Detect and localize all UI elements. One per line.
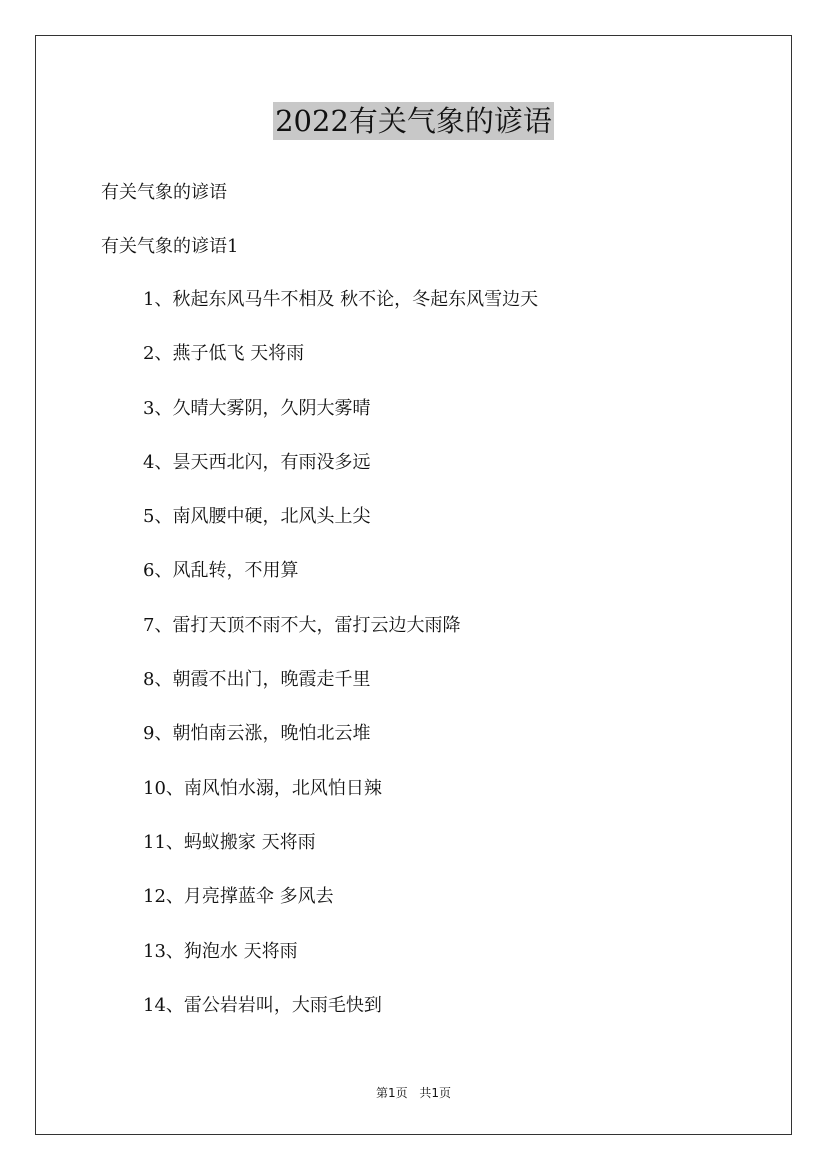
list-item: 10、南风怕水溺，北风怕日辣 [143, 777, 382, 799]
proverb-list [143, 288, 538, 1048]
list-item: 8、朝霞不出门，晚霞走千里 [143, 669, 371, 691]
list-item: 3、久晴大雾阴，久阴大雾晴 [143, 397, 371, 419]
list-item: 1、秋起东风马牛不相及 秋不论，冬起东风雪边天 [143, 289, 539, 310]
list-item: 4、昙天西北闪，有雨没多远 [143, 451, 371, 473]
page-footer [0, 1084, 827, 1101]
list-item: 13、狗泡水 天将雨 [143, 940, 298, 962]
list-item: 12、月亮撑蓝伞 多风去 [143, 886, 334, 908]
list-item: 14、雷公岩岩叫，大雨毛快到 [143, 994, 382, 1016]
page-number: 第1页 [375, 1086, 408, 1100]
heading-2: 有关气象的谚语1 [101, 236, 239, 257]
list-item: 6、风乱转，不用算 [143, 560, 299, 582]
title-container [0, 102, 827, 140]
list-item: 9、朝怕南云涨，晚怕北云堆 [143, 723, 371, 745]
page-total: 共1页 [419, 1086, 452, 1100]
document-title: 2022有关气象的谚语 [275, 104, 552, 138]
list-item: 11、蚂蚁搬家 天将雨 [143, 831, 316, 853]
heading-1: 有关气象的谚语 [101, 182, 227, 203]
list-item: 7、雷打天顶不雨不大，雷打云边大雨降 [143, 614, 461, 636]
list-item: 5、南风腰中硬，北风头上尖 [143, 506, 371, 528]
list-item: 2、燕子低飞 天将雨 [143, 343, 305, 365]
